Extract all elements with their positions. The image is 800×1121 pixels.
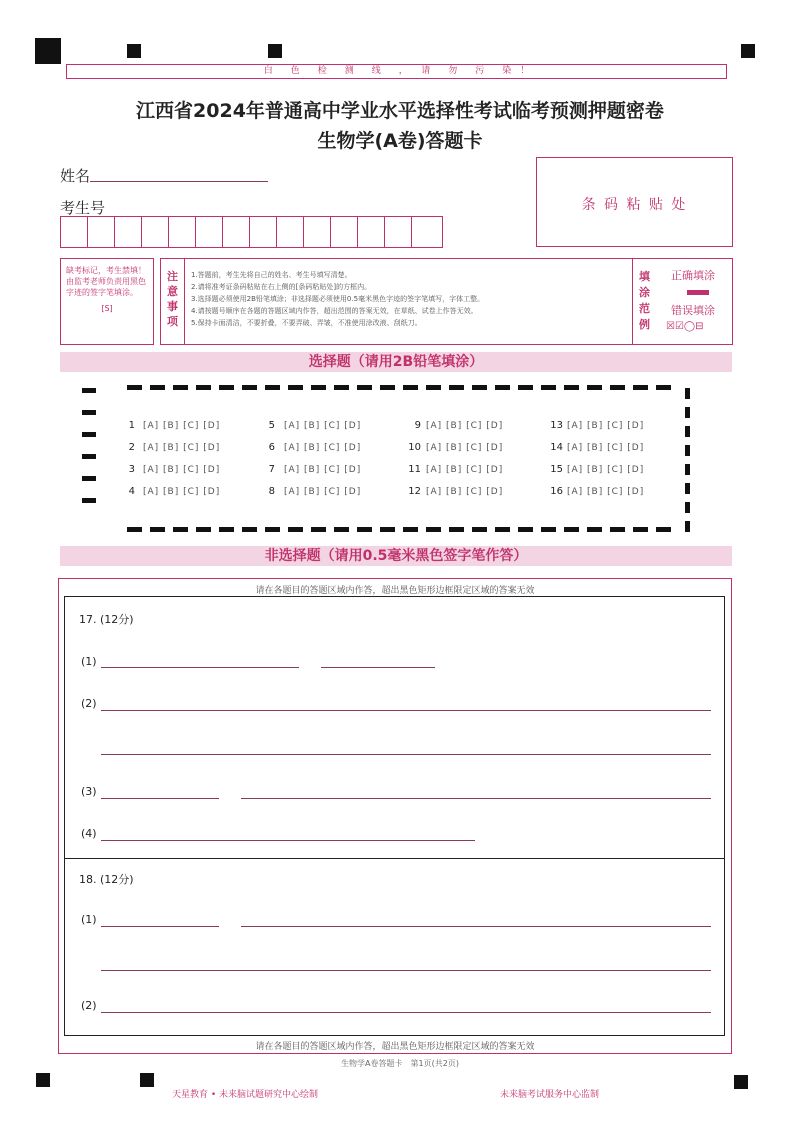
absent-mark-text: 缺考标记，考生禁填！由监考老师负责用黑色字迹的签字笔填涂。 <box>66 266 146 297</box>
fill-example-label: 填涂范例 <box>639 270 650 331</box>
page-info: 生物学A卷答题卡 第1页(共2页) <box>341 1059 459 1068</box>
q17-answer-line[interactable] <box>101 798 219 799</box>
question-number: 4 <box>128 486 135 497</box>
wrong-fill-sample: ☒☑◯⊟ <box>666 321 704 332</box>
mc-frame <box>78 380 710 540</box>
answer-bubbles[interactable]: [A] [B] [C] [D] <box>143 465 221 475</box>
correct-fill-sample <box>687 290 709 295</box>
timing-mark <box>36 1073 50 1087</box>
notice-items <box>191 269 621 329</box>
question-number: 5 <box>268 420 275 431</box>
registration-mark <box>35 38 61 64</box>
answer-bubbles[interactable]: [A] [B] [C] [D] <box>284 443 362 453</box>
footer-right-credit: 未来脑考试服务中心监制 <box>500 1090 600 1100</box>
question-number: 12 <box>408 486 421 497</box>
timing-mark <box>268 44 282 58</box>
q17-answer-line[interactable] <box>241 798 711 799</box>
answer-bubbles[interactable]: [A] [B] [C] [D] <box>426 487 504 497</box>
page-subtitle: 生物学(A卷)答题卡 <box>317 130 483 152</box>
notice-item: 5.保持卡面清洁，不要折叠，不要弄破、弄皱，不准使用涂改液、刮纸刀。 <box>191 319 422 327</box>
question-number: 9 <box>414 420 421 431</box>
question-number: 6 <box>268 442 275 453</box>
question-number: 15 <box>550 464 563 475</box>
question-number: 8 <box>268 486 275 497</box>
question-number: 3 <box>128 464 135 475</box>
barcode-label: 条 码 粘 贴 处 <box>581 197 688 213</box>
q17-answer-line[interactable] <box>101 667 299 668</box>
answer-bubbles[interactable]: [A] [B] [C] [D] <box>143 421 221 431</box>
notice-label: 注意事项 <box>167 270 178 328</box>
barcode-area <box>536 157 733 247</box>
q17-answer-line[interactable] <box>101 754 711 755</box>
area-notice-bottom: 请在各题目的答题区域内作答，超出黑色矩形边框限定区域的答案无效 <box>255 1042 535 1052</box>
notice-item: 2.请将准考证条码粘贴在右上侧的[条码粘贴处]的方框内。 <box>191 283 372 291</box>
timing-mark <box>127 44 141 58</box>
name-field[interactable] <box>90 181 268 182</box>
footer-left-credit: 天星教育 • 未来脑试题研究中心绘制 <box>172 1090 319 1100</box>
timing-mark <box>741 44 755 58</box>
answer-bubbles[interactable]: [A] [B] [C] [D] <box>143 487 221 497</box>
white-line-notice: 白 色 检 测 线 ， 请 勿 污 染 ！ <box>263 66 530 76</box>
correct-fill-label: 正确填涂 <box>671 269 715 282</box>
notice-box <box>160 258 733 345</box>
question-number: 13 <box>550 420 563 431</box>
wrong-fill-label: 错误填涂 <box>671 304 715 317</box>
question-number: 1 <box>128 420 135 431</box>
answer-bubbles[interactable]: [A] [B] [C] [D] <box>284 421 362 431</box>
question-number: 10 <box>408 442 421 453</box>
notice-item: 1.答题前，考生先将自己的姓名、考生号填写清楚。 <box>191 271 352 279</box>
answer-bubbles[interactable]: [A] [B] [C] [D] <box>567 443 645 453</box>
question-number: 11 <box>408 464 421 475</box>
q17-answer-line[interactable] <box>101 710 711 711</box>
mc-section-header <box>60 352 732 372</box>
question-18-title: 18. (12分) <box>79 873 134 886</box>
q17-part-label: (3) <box>81 785 97 798</box>
question-number: 16 <box>550 486 563 497</box>
q17-part-label: (4) <box>81 827 97 840</box>
answer-bubbles[interactable]: [A] [B] [C] [D] <box>284 487 362 497</box>
question-number: 14 <box>550 442 563 453</box>
answer-bubbles[interactable]: [A] [B] [C] [D] <box>567 421 645 431</box>
question-18-box <box>64 858 725 1036</box>
answer-bubbles[interactable]: [A] [B] [C] [D] <box>426 465 504 475</box>
q17-part-label: (1) <box>81 655 97 668</box>
notice-item: 3.选择题必须使用2B铅笔填涂；非选择题必须使用0.5毫米黑色字迹的签字笔填写，字体工整。 <box>191 295 485 303</box>
answer-bubbles[interactable]: [A] [B] [C] [D] <box>567 487 645 497</box>
area-notice-top: 请在各题目的答题区域内作答，超出黑色矩形边框限定区域的答案无效 <box>255 586 535 596</box>
name-label: 姓名 <box>60 167 91 185</box>
absent-mark-box[interactable] <box>60 258 154 345</box>
question-number: 7 <box>268 464 275 475</box>
timing-mark <box>140 1073 154 1087</box>
q18-answer-line[interactable] <box>101 1012 711 1013</box>
timing-mark <box>734 1075 748 1089</box>
answer-bubbles[interactable]: [A] [B] [C] [D] <box>143 443 221 453</box>
candidate-id-grid[interactable] <box>60 216 443 248</box>
answer-bubbles[interactable]: [A] [B] [C] [D] <box>284 465 362 475</box>
answer-bubbles[interactable]: [A] [B] [C] [D] <box>426 443 504 453</box>
answer-bubbles[interactable]: [A] [B] [C] [D] <box>426 421 504 431</box>
q17-part-label: (2) <box>81 697 97 710</box>
q18-part-label: (1) <box>81 913 97 926</box>
absent-mark-bubble: [S] <box>101 304 113 313</box>
question-17-box <box>64 596 725 859</box>
q18-answer-line[interactable] <box>101 926 219 927</box>
q18-answer-line[interactable] <box>241 926 711 927</box>
page-title: 江西省2024年普通高中学业水平选择性考试临考预测押题密卷 <box>136 100 664 122</box>
q18-answer-line[interactable] <box>101 970 711 971</box>
q18-part-label: (2) <box>81 999 97 1012</box>
nonmc-section-header <box>60 546 732 566</box>
answer-bubbles[interactable]: [A] [B] [C] [D] <box>567 465 645 475</box>
q17-answer-line[interactable] <box>321 667 435 668</box>
nonmc-section-title: 非选择题（请用0.5毫米黑色签字笔作答） <box>264 548 528 564</box>
question-17-title: 17. (12分) <box>79 613 134 626</box>
notice-item: 4.请按题号顺序在各题的答题区域内作答，超出范围的答案无效，在草纸、试卷上作答无效。 <box>191 307 478 315</box>
q17-answer-line[interactable] <box>101 840 475 841</box>
white-detection-line <box>66 64 727 79</box>
mc-section-title: 选择题（请用2B铅笔填涂） <box>308 354 484 370</box>
candidate-id-label: 考生号 <box>60 199 106 217</box>
question-number: 2 <box>128 442 135 453</box>
